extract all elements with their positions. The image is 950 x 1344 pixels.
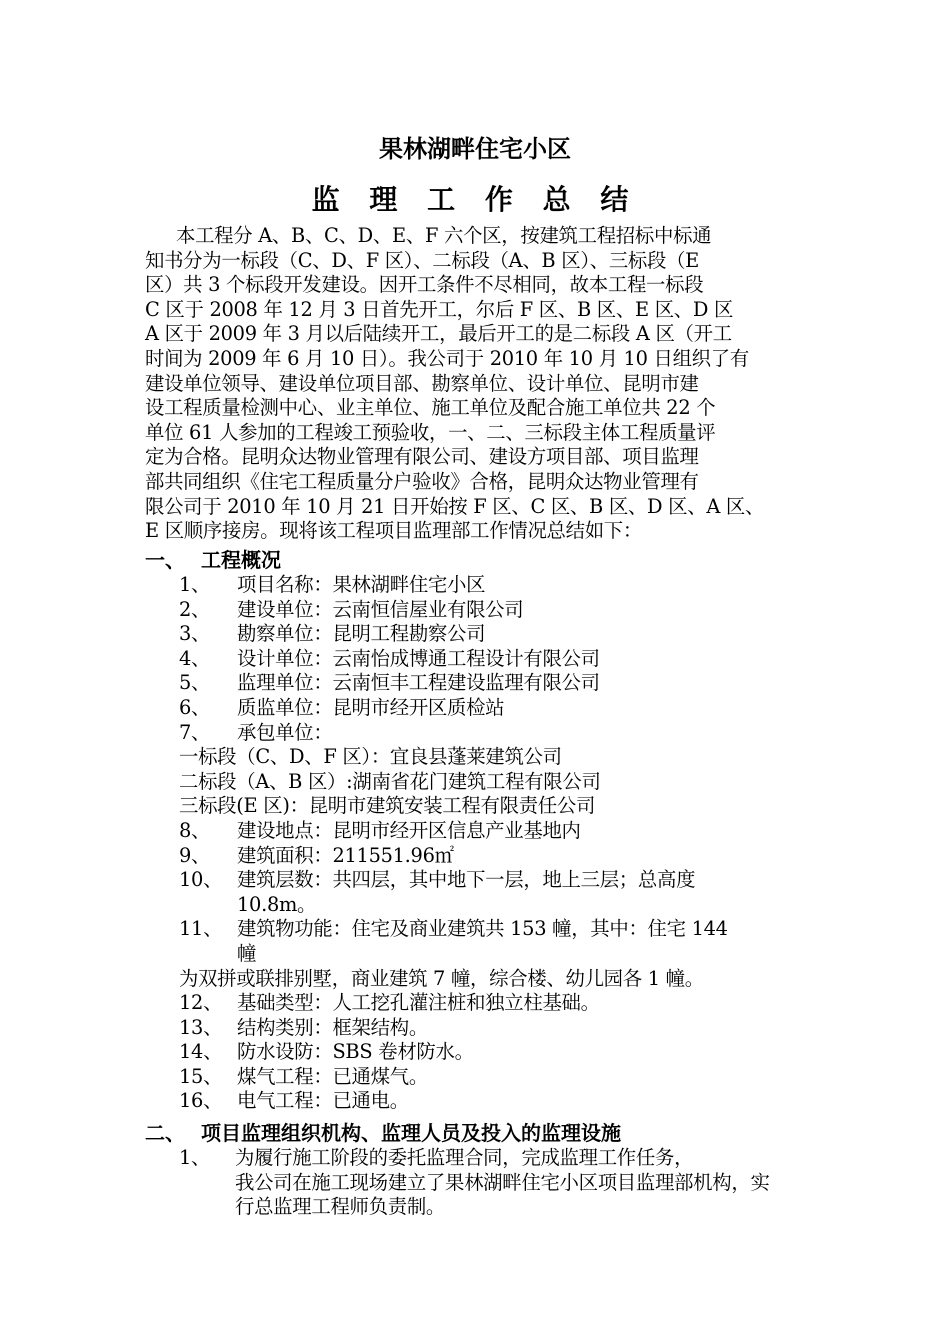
list-item xyxy=(145,1089,825,1114)
item-number: 2、 xyxy=(179,597,211,621)
item-text: 项目名称：果林湖畔住宅小区 xyxy=(237,573,486,596)
list-item xyxy=(145,573,825,598)
document-subtitle: 监 理 工 作 总 结 xyxy=(311,183,639,216)
list-item xyxy=(145,1040,825,1065)
contractor-text: 三标段(E 区)：昆明市建筑安装工程有限责任公司 xyxy=(179,794,596,818)
item-text: 建筑物功能：住宅及商业建筑共 153 幢，其中：住宅 144 xyxy=(237,917,728,941)
intro-line: 本工程分 A、B、C、D、E、F 六个区，按建筑工程招标中标通 xyxy=(176,224,712,247)
paragraph-text: 我公司在施工现场建立了果林湖畔住宅小区项目监理部机构，实 xyxy=(235,1170,770,1194)
item-text: 建筑层数：共四层，其中地下一层，地上三层；总高度 xyxy=(237,868,696,892)
intro-line: E 区顺序接房。现将该工程项目监理部工作情况总结如下： xyxy=(145,519,642,543)
section-number: 二、 xyxy=(145,1121,185,1145)
item-number: 10、 xyxy=(179,868,223,892)
list-item xyxy=(145,917,825,942)
item-text: 为履行施工阶段的委托监理合同，完成监理工作任务， xyxy=(235,1146,694,1169)
list-item xyxy=(145,868,825,893)
list-item xyxy=(145,721,825,746)
list-item xyxy=(145,671,825,696)
contractor-text: 一标段（C、D、F 区）：宜良县蓬莱建筑公司 xyxy=(179,745,562,769)
item-text: 承包单位： xyxy=(237,720,333,744)
intro-line: 部共同组织《住宅工程质量分户验收》合格，昆明众达物业管理有 xyxy=(145,469,699,493)
item-text: 防水设防：SBS 卷材防水。 xyxy=(237,1040,474,1064)
intro-line: 知书分为一标段（C、D、F 区）、二标段（A、B 区）、三标段（E xyxy=(145,248,700,272)
contractor-text: 二标段（A、B 区）:湖南省花门建筑工程有限公司 xyxy=(179,769,601,793)
item-number: 1、 xyxy=(179,573,211,596)
item-number: 6、 xyxy=(179,695,211,719)
paragraph-line xyxy=(145,1195,825,1220)
contractor-line xyxy=(145,745,825,770)
list-item-continuation xyxy=(145,942,825,967)
section-heading xyxy=(145,1121,621,1146)
contractor-line xyxy=(145,794,825,819)
item-number: 5、 xyxy=(179,671,211,695)
item-text: 监理单位：云南恒丰工程建设监理有限公司 xyxy=(237,671,600,695)
item-text: 建设地点：昆明市经开区信息产业基地内 xyxy=(237,818,581,842)
intro-line: 设工程质量检测中心、业主单位、施工单位及配合施工单位共 22 个 xyxy=(145,396,716,420)
list-item xyxy=(145,991,825,1016)
list-item xyxy=(145,647,825,672)
intro-paragraph xyxy=(145,224,825,544)
list-item xyxy=(145,844,825,869)
item-text: 为双拼或联排别墅，商业建筑 7 幢，综合楼、幼儿园各 1 幢。 xyxy=(179,966,704,990)
item-text: 10.8m。 xyxy=(237,892,317,916)
section-heading xyxy=(145,548,281,573)
list-item xyxy=(145,1016,825,1041)
list-item xyxy=(145,598,825,623)
item-text: 电气工程：已通电。 xyxy=(237,1089,409,1113)
intro-line: 时间为 2009 年 6 月 10 日）。我公司于 2010 年 10 月 10 日组织了有 xyxy=(145,346,749,370)
item-text: 基础类型：人工挖孔灌注桩和独立柱基础。 xyxy=(237,991,600,1015)
intro-line: 区）共 3 个标段开发建设。因开工条件不尽相同，故本工程一标段 xyxy=(145,273,704,297)
contractor-line xyxy=(145,770,825,795)
item-number: 14、 xyxy=(179,1040,223,1064)
item-text: 建筑面积：211551.96㎡ xyxy=(237,843,454,867)
intro-line: 定为合格。昆明众达物业管理有限公司、建设方项目部、项目监理 xyxy=(145,445,699,469)
list-item xyxy=(145,696,825,721)
intro-line: 限公司于 2010 年 10 月 21 日开始按 F 区、C 区、B 区、D 区、A 区、 xyxy=(145,494,765,518)
document-title: 果林湖畔住宅小区 xyxy=(379,134,571,163)
item-number: 13、 xyxy=(179,1015,223,1039)
intro-line: 建设单位领导、建设单位项目部、勘察单位、设计单位、昆明市建 xyxy=(145,371,699,395)
list-item xyxy=(145,1146,825,1171)
paragraph-line xyxy=(145,1171,825,1196)
list-item xyxy=(145,819,825,844)
item-number: 3、 xyxy=(179,622,211,646)
item-text: 建设单位：云南恒信屋业有限公司 xyxy=(237,597,524,621)
intro-line: C 区于 2008 年 12 月 3 日首先开工，尔后 F 区、B 区、E 区、D 区 xyxy=(145,297,734,321)
paragraph-text: 行总监理工程师负责制。 xyxy=(235,1195,445,1219)
item-number: 11、 xyxy=(179,917,223,941)
item-text: 煤气工程：已通煤气。 xyxy=(237,1064,428,1088)
item-number: 12、 xyxy=(179,991,223,1015)
item-text: 设计单位：云南怡成博通工程设计有限公司 xyxy=(237,646,600,670)
item-number: 4、 xyxy=(179,646,211,670)
item-text: 质监单位：昆明市经开区质检站 xyxy=(237,695,505,719)
item-number: 9、 xyxy=(179,843,211,867)
list-item-continuation xyxy=(145,893,825,918)
project-overview-list xyxy=(145,573,825,1114)
item-number: 15、 xyxy=(179,1064,223,1088)
item-number: 8、 xyxy=(179,818,211,842)
item-text: 结构类别：框架结构。 xyxy=(237,1015,428,1039)
intro-line: A 区于 2009 年 3 月以后陆续开工，最后开工的是二标段 A 区（开工 xyxy=(145,322,732,346)
item-number: 7、 xyxy=(179,720,211,744)
section-number: 一、 xyxy=(145,548,185,572)
section-title: 项目监理组织机构、监理人员及投入的监理设施 xyxy=(201,1121,621,1145)
item-text: 勘察单位：昆明工程勘察公司 xyxy=(237,622,486,646)
item-text: 幢 xyxy=(237,941,257,965)
item-number: 16、 xyxy=(179,1089,223,1113)
item-number: 1、 xyxy=(179,1146,211,1169)
intro-line: 单位 61 人参加的工程竣工预验收，一、二、三标段主体工程质量评 xyxy=(145,420,716,444)
list-item-continuation xyxy=(145,967,825,992)
organization-section xyxy=(145,1146,825,1220)
list-item xyxy=(145,622,825,647)
section-title: 工程概况 xyxy=(201,548,281,572)
list-item xyxy=(145,1065,825,1090)
